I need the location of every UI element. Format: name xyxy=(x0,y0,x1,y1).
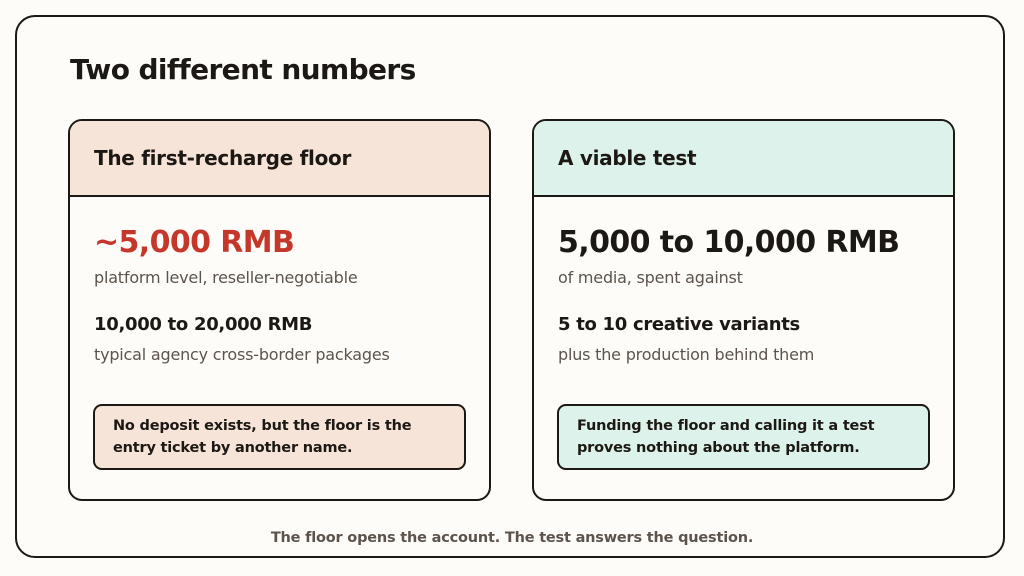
card-header xyxy=(70,121,489,197)
card-secondary-caption: plus the production behind them xyxy=(558,345,815,364)
card-big-caption: of media, spent against xyxy=(558,268,743,287)
card-header xyxy=(534,121,953,197)
card-big-value: ~5,000 RMB xyxy=(94,225,295,260)
slide-title: Two different numbers xyxy=(70,53,416,86)
footer-caption: The floor opens the account. The test answers the question. xyxy=(270,530,754,546)
card-note: No deposit exists, but the floor is the entry ticket by another name. xyxy=(93,404,466,470)
card-title: A viable test xyxy=(558,146,697,170)
card-viable-test xyxy=(532,119,955,501)
card-big-value: 5,000 to 10,000 RMB xyxy=(558,225,900,260)
card-secondary-value: 10,000 to 20,000 RMB xyxy=(94,314,313,335)
card-first-recharge-floor xyxy=(68,119,491,501)
card-secondary-value: 5 to 10 creative variants xyxy=(558,314,800,335)
card-note: Funding the floor and calling it a test proves nothing about the platform. xyxy=(557,404,930,470)
card-secondary-caption: typical agency cross-border packages xyxy=(94,345,390,364)
card-title: The first-recharge floor xyxy=(94,146,352,170)
card-big-caption: platform level, reseller-negotiable xyxy=(94,268,358,287)
